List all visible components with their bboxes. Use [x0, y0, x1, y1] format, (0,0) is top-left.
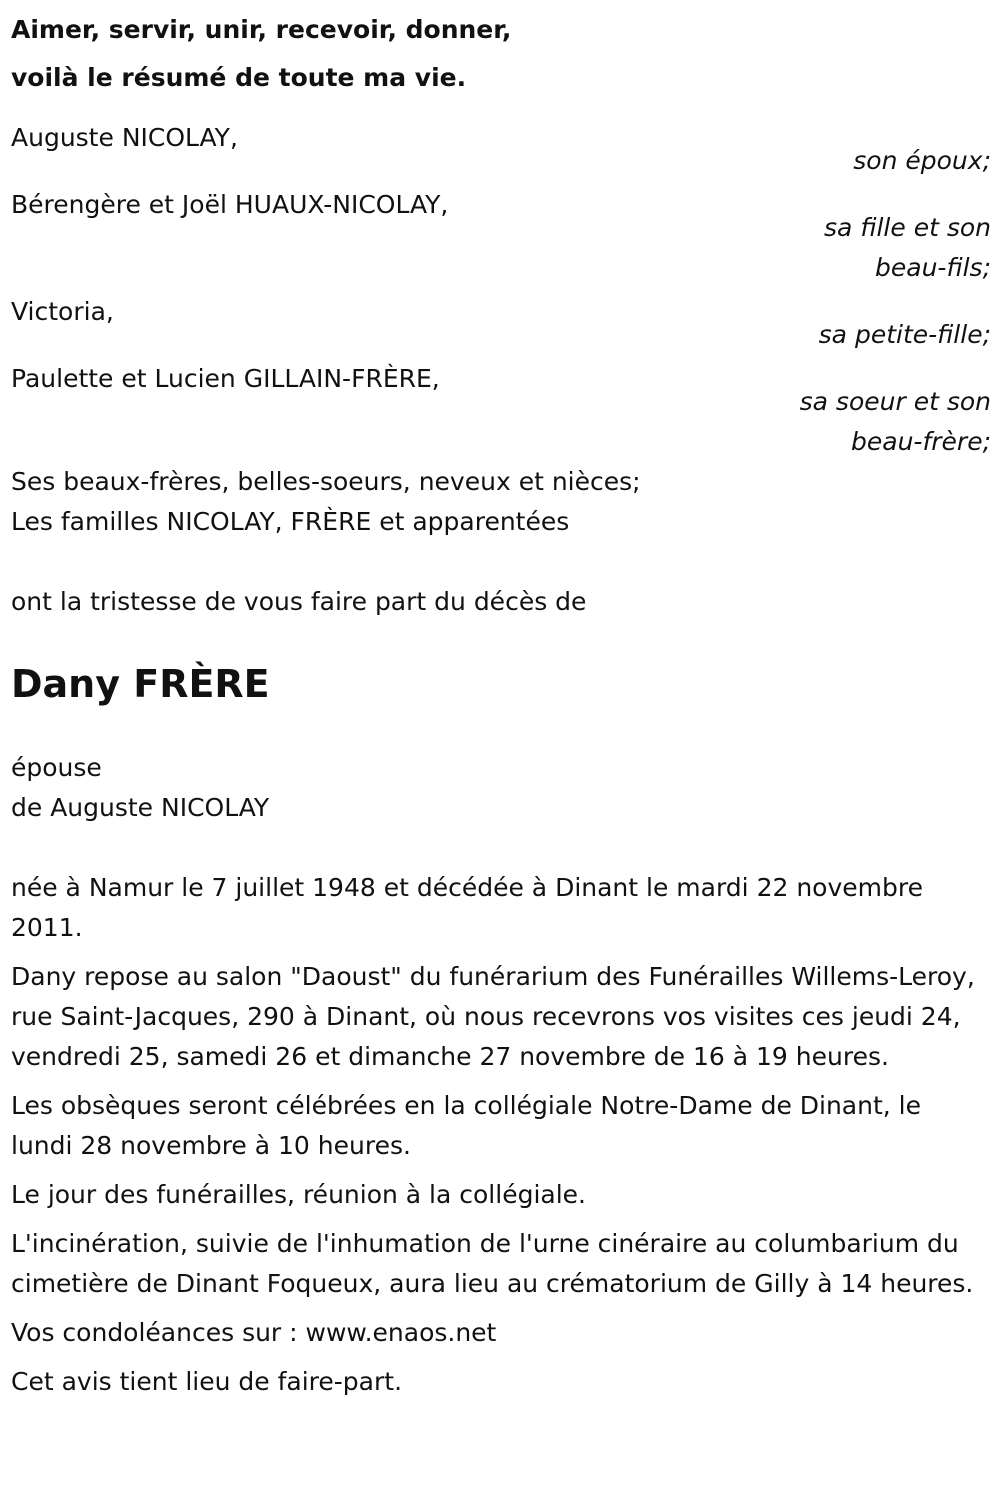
family-list: [11, 118, 991, 462]
family-member-name: Bérengère et Joël HUAUX-NICOLAY,: [11, 190, 449, 219]
spouse-line: épouse: [11, 753, 102, 782]
family-member-name: Paulette et Lucien GILLAIN-FRÈRE,: [11, 364, 440, 393]
detail-paragraph: née à Namur le 7 juillet 1948 et décédée à Dinant le mardi 22 novembre 2011.: [11, 873, 923, 942]
detail-paragraph: Dany repose au salon "Daoust" du funérarium des Funérailles Willems-Leroy, rue Saint-Jacques, 290 à Dinant, où nous recevrons vos visites ces jeudi 24, vendredi 25, samedi 26 et dimanche 27 novembre de 16 à 19 heures.: [11, 962, 975, 1071]
family-entry: [11, 292, 991, 355]
family-relation: sa fille et son beau-fils;: [824, 213, 991, 282]
epigraph: [11, 6, 991, 102]
spouse-line: de Auguste NICOLAY: [11, 793, 270, 822]
detail-paragraph: Les obsèques seront célébrées en la collégiale Notre-Dame de Dinant, le lundi 28 novembre à 10 heures.: [11, 1091, 921, 1160]
family-relation: son époux;: [853, 146, 991, 175]
epigraph-line: voilà le résumé de toute ma vie.: [11, 63, 467, 92]
detail-paragraph: Le jour des funérailles, réunion à la collégiale.: [11, 1180, 586, 1209]
family-member-name: Victoria,: [11, 297, 114, 326]
extended-family: [11, 462, 991, 542]
extended-family-line: Les familles NICOLAY, FRÈRE et apparentées: [11, 507, 570, 536]
detail-paragraph: L'incinération, suivie de l'inhumation de l'urne cinéraire au columbarium du cimetière de Dinant Foqueux, aura lieu au crématorium de Gilly à 14 heures.: [11, 1229, 974, 1298]
notice-details: [11, 868, 991, 1402]
family-entry: [11, 118, 991, 181]
obituary-notice: [11, 6, 991, 1411]
deceased-name: Dany FRÈRE: [11, 662, 270, 706]
detail-paragraph: Cet avis tient lieu de faire-part.: [11, 1367, 403, 1396]
announcement-text: ont la tristesse de vous faire part du décès de: [11, 587, 587, 616]
family-entry: [11, 185, 991, 288]
family-entry: [11, 359, 991, 462]
detail-paragraph: Vos condoléances sur : www.enaos.net: [11, 1318, 497, 1347]
epigraph-line: Aimer, servir, unir, recevoir, donner,: [11, 15, 512, 44]
spouse-info: [11, 748, 991, 828]
family-member-name: Auguste NICOLAY,: [11, 123, 238, 152]
family-relation: sa soeur et son beau-frère;: [799, 387, 991, 456]
extended-family-line: Ses beaux-frères, belles-soeurs, neveux et nièces;: [11, 467, 641, 496]
family-relation: sa petite-fille;: [818, 320, 991, 349]
